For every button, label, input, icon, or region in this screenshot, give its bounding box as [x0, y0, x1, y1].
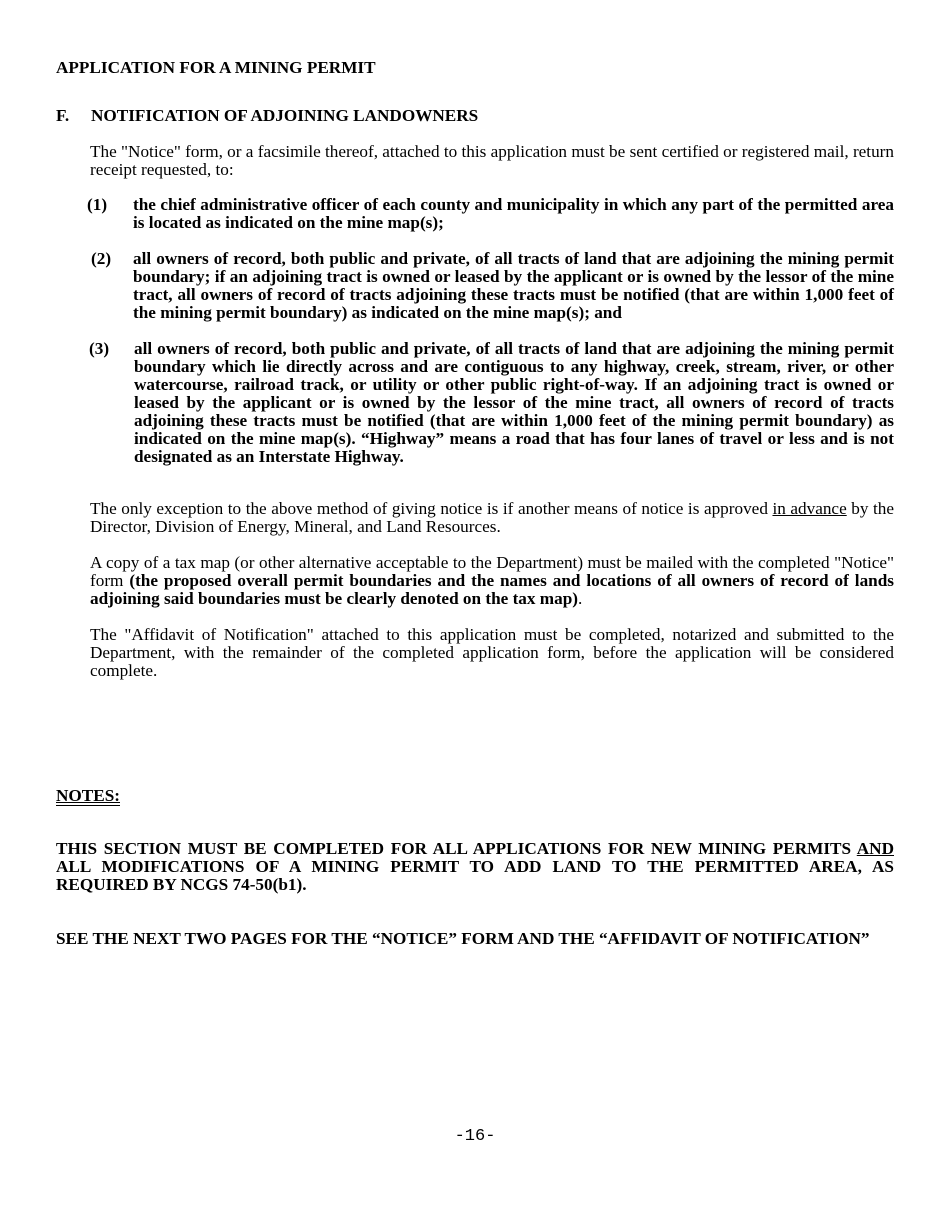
section-heading: [56, 107, 478, 125]
list-item: [87, 340, 894, 466]
exception-paragraph: [90, 500, 894, 536]
tax-map-text: A copy of a tax map (or other alternative acceptable to the Department) must be mailed with the completed "Notice" form: [90, 553, 894, 590]
page-number: -16-: [454, 1127, 496, 1146]
section-letter: F.: [56, 106, 70, 125]
list-item-number: (3): [89, 339, 110, 358]
and-emphasis: AND: [856, 839, 894, 858]
notes-requirement-text: THIS SECTION MUST BE COMPLETED FOR ALL APPLICATIONS FOR NEW MINING PERMITS: [56, 839, 857, 858]
exception-text: The only exception to the above method of giving notice is if another means of notice is approved: [90, 499, 773, 518]
list-item-number: (2): [91, 249, 112, 268]
see-next-pages-note: SEE THE NEXT TWO PAGES FOR THE “NOTICE” FORM AND THE “AFFIDAVIT OF NOTIFICATION”: [56, 929, 870, 948]
notes-heading: [56, 787, 120, 805]
notes-requirement: [56, 840, 894, 894]
exception-text-end: by the Director, Division of Energy, Mineral, and Land Resources.: [90, 499, 895, 536]
notes-requirement-text-end: ALL MODIFICATIONS OF A MINING PERMIT TO ADD LAND TO THE PERMITTED AREA, AS REQUIRED BY NCGS 74-50(b1).: [56, 857, 894, 894]
list-item-number: (1): [87, 195, 108, 214]
tax-map-text-end: .: [577, 589, 583, 608]
section-title: NOTIFICATION OF ADJOINING LANDOWNERS: [91, 106, 479, 125]
tax-map-bold-requirement: (the proposed overall permit boundaries and the names and locations of all owners of record of lands adjoining said boundaries must be clearly denoted on the tax map): [90, 571, 894, 608]
in-advance-emphasis: in advance: [772, 499, 847, 518]
affidavit-paragraph: The "Affidavit of Notification" attached to this application must be completed, notarized and submitted to the Department, with the remainder of the completed application form, before the application will be considered complete.: [90, 625, 894, 680]
list-item-text: all owners of record, both public and private, of all tracts of land that are adjoining the mining permit boundary; if an adjoining tract is owned or leased by the applicant or is owned by the lessor of the mine tract, all owners of record of tracts adjoining these tracts must be notified (that are within 1,000 feet of the mining permit boundary) as indicated on the mine map(s); and: [133, 249, 894, 322]
list-item-text: all owners of record, both public and private, of all tracts of land that are adjoining the mining permit boundary which lie directly across and are contiguous to any highway, creek, stream, river, or other watercourse, railroad track, or utility or other public right-of-way. If an adjoining tract is owned or leased by the applicant or is owned by the lessor of the mine tract, all owners of record of tracts adjoining these tracts must be notified (that are within 1,000 feet of the mining permit boundary) as indicated on the mine map(s). “Highway” means a road that has four lanes of travel or less and is not designated as an Interstate Highway.: [134, 339, 894, 466]
notes-heading-text: NOTES:: [56, 786, 120, 805]
list-item: [87, 196, 894, 232]
intro-paragraph: The "Notice" form, or a facsimile thereof, attached to this application must be sent certified or registered mail, return receipt requested, to:: [90, 142, 894, 179]
document-title: APPLICATION FOR A MINING PERMIT: [56, 58, 376, 77]
tax-map-paragraph: [90, 554, 894, 608]
list-item-text: the chief administrative officer of each county and municipality in which any part of the permitted area is located as indicated on the mine map(s);: [133, 195, 894, 232]
list-item: [87, 250, 894, 322]
